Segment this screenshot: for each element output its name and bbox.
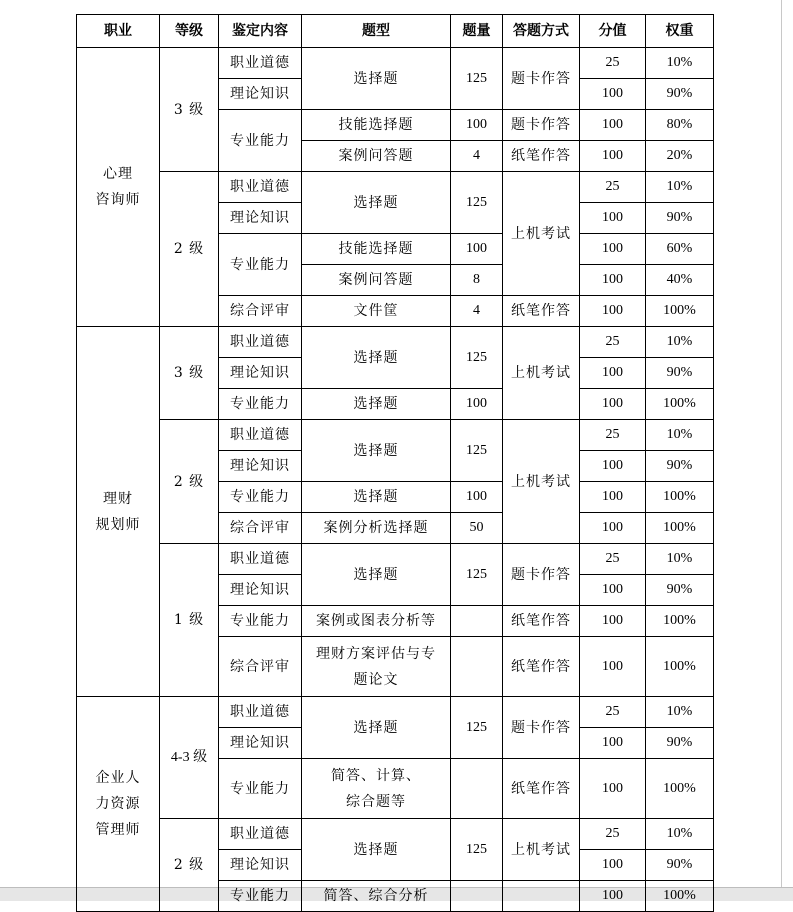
answer-method-cell: 纸笔作答 <box>503 637 580 697</box>
question-type-cell: 选择题 <box>302 389 451 420</box>
score-cell: 100 <box>580 850 646 881</box>
header-answer-method: 答题方式 <box>503 15 580 48</box>
score-cell: 25 <box>580 819 646 850</box>
occupation-cell: 心理 咨询师 <box>77 48 160 327</box>
quantity-cell: 50 <box>451 513 503 544</box>
question-type-cell: 理财方案评估与专 题论文 <box>302 637 451 697</box>
quantity-cell <box>451 881 503 912</box>
quantity-cell: 125 <box>451 48 503 110</box>
weight-cell: 10% <box>646 172 714 203</box>
quantity-cell: 4 <box>451 141 503 172</box>
content-cell: 理论知识 <box>219 358 302 389</box>
score-cell: 25 <box>580 544 646 575</box>
quantity-cell: 100 <box>451 110 503 141</box>
question-type-cell: 案例或图表分析等 <box>302 606 451 637</box>
answer-method-cell: 上机考试 <box>503 819 580 881</box>
table-row <box>77 327 714 358</box>
content-cell: 职业道德 <box>219 819 302 850</box>
weight-cell: 100% <box>646 759 714 819</box>
header-quantity: 题量 <box>451 15 503 48</box>
score-cell: 100 <box>580 265 646 296</box>
content-cell: 综合评审 <box>219 296 302 327</box>
answer-method-cell: 题卡作答 <box>503 48 580 110</box>
score-cell: 100 <box>580 482 646 513</box>
quantity-cell: 125 <box>451 819 503 881</box>
question-type-cell: 选择题 <box>302 327 451 389</box>
weight-cell: 90% <box>646 850 714 881</box>
score-cell: 100 <box>580 881 646 912</box>
score-cell: 100 <box>580 110 646 141</box>
weight-cell: 60% <box>646 234 714 265</box>
score-cell: 100 <box>580 358 646 389</box>
score-cell: 100 <box>580 451 646 482</box>
content-cell: 理论知识 <box>219 850 302 881</box>
quantity-cell: 125 <box>451 327 503 389</box>
content-cell: 职业道德 <box>219 544 302 575</box>
score-cell: 25 <box>580 172 646 203</box>
content-cell: 职业道德 <box>219 172 302 203</box>
quantity-cell: 125 <box>451 697 503 759</box>
score-cell: 100 <box>580 79 646 110</box>
answer-method-cell: 纸笔作答 <box>503 759 580 819</box>
weight-cell: 100% <box>646 606 714 637</box>
content-cell: 理论知识 <box>219 79 302 110</box>
quantity-cell <box>451 759 503 819</box>
score-cell: 100 <box>580 234 646 265</box>
level-cell: 3 级 <box>160 48 219 172</box>
level-cell: 2 级 <box>160 819 219 912</box>
weight-cell: 100% <box>646 881 714 912</box>
question-type-cell: 选择题 <box>302 482 451 513</box>
weight-cell: 90% <box>646 575 714 606</box>
occupation-cell: 企业人 力资源 管理师 <box>77 697 160 912</box>
level-cell: 3 级 <box>160 327 219 420</box>
question-type-cell: 文件筐 <box>302 296 451 327</box>
weight-cell: 10% <box>646 420 714 451</box>
weight-cell: 100% <box>646 389 714 420</box>
level-cell: 2 级 <box>160 172 219 327</box>
score-cell: 100 <box>580 141 646 172</box>
question-type-cell: 简答、计算、 综合题等 <box>302 759 451 819</box>
header-weight: 权重 <box>646 15 714 48</box>
content-cell: 专业能力 <box>219 234 302 296</box>
score-cell: 25 <box>580 697 646 728</box>
quantity-cell: 125 <box>451 172 503 234</box>
table-row <box>77 172 714 203</box>
weight-cell: 10% <box>646 697 714 728</box>
question-type-cell: 选择题 <box>302 420 451 482</box>
question-type-cell: 技能选择题 <box>302 110 451 141</box>
content-cell: 专业能力 <box>219 759 302 819</box>
answer-method-cell: 纸笔作答 <box>503 606 580 637</box>
content-cell: 理论知识 <box>219 451 302 482</box>
table-row <box>77 420 714 451</box>
content-cell: 职业道德 <box>219 697 302 728</box>
weight-cell: 90% <box>646 728 714 759</box>
content-cell: 职业道德 <box>219 48 302 79</box>
weight-cell: 40% <box>646 265 714 296</box>
score-cell: 100 <box>580 575 646 606</box>
exam-structure-table <box>76 14 714 912</box>
score-cell: 100 <box>580 759 646 819</box>
content-cell: 专业能力 <box>219 389 302 420</box>
answer-method-cell: 上机考试 <box>503 327 580 420</box>
content-cell: 综合评审 <box>219 513 302 544</box>
weight-cell: 100% <box>646 296 714 327</box>
answer-method-cell: 题卡作答 <box>503 544 580 606</box>
content-cell: 理论知识 <box>219 575 302 606</box>
weight-cell: 100% <box>646 513 714 544</box>
answer-method-cell: 上机考试 <box>503 420 580 544</box>
score-cell: 100 <box>580 203 646 234</box>
score-cell: 25 <box>580 327 646 358</box>
weight-cell: 90% <box>646 451 714 482</box>
score-cell: 25 <box>580 48 646 79</box>
content-cell: 理论知识 <box>219 728 302 759</box>
question-type-cell: 选择题 <box>302 172 451 234</box>
weight-cell: 10% <box>646 819 714 850</box>
score-cell: 100 <box>580 606 646 637</box>
weight-cell: 100% <box>646 637 714 697</box>
answer-method-cell: 纸笔作答 <box>503 296 580 327</box>
header-score: 分值 <box>580 15 646 48</box>
weight-cell: 100% <box>646 482 714 513</box>
answer-method-cell: 纸笔作答 <box>503 141 580 172</box>
table-row <box>77 697 714 728</box>
question-type-cell: 选择题 <box>302 819 451 881</box>
question-type-cell: 选择题 <box>302 48 451 110</box>
table-row <box>77 544 714 575</box>
content-cell: 专业能力 <box>219 110 302 172</box>
weight-cell: 80% <box>646 110 714 141</box>
header-occupation: 职业 <box>77 15 160 48</box>
content-cell: 理论知识 <box>219 203 302 234</box>
weight-cell: 10% <box>646 327 714 358</box>
weight-cell: 90% <box>646 358 714 389</box>
content-cell: 综合评审 <box>219 637 302 697</box>
question-type-cell: 案例问答题 <box>302 265 451 296</box>
content-cell: 职业道德 <box>219 327 302 358</box>
table-row <box>77 48 714 79</box>
weight-cell: 90% <box>646 203 714 234</box>
weight-cell: 20% <box>646 141 714 172</box>
weight-cell: 90% <box>646 79 714 110</box>
question-type-cell: 简答、综合分析 <box>302 881 451 912</box>
header-row <box>77 15 714 48</box>
quantity-cell: 4 <box>451 296 503 327</box>
content-cell: 专业能力 <box>219 606 302 637</box>
question-type-cell: 选择题 <box>302 697 451 759</box>
header-question-type: 题型 <box>302 15 451 48</box>
content-cell: 职业道德 <box>219 420 302 451</box>
level-cell: 1 级 <box>160 544 219 697</box>
question-type-cell: 选择题 <box>302 544 451 606</box>
score-cell: 100 <box>580 637 646 697</box>
question-type-cell: 技能选择题 <box>302 234 451 265</box>
score-cell: 100 <box>580 389 646 420</box>
question-type-cell: 案例问答题 <box>302 141 451 172</box>
content-cell: 专业能力 <box>219 881 302 912</box>
quantity-cell: 100 <box>451 482 503 513</box>
answer-method-cell: 上机考试 <box>503 172 580 296</box>
quantity-cell: 100 <box>451 389 503 420</box>
score-cell: 100 <box>580 296 646 327</box>
score-cell: 25 <box>580 420 646 451</box>
weight-cell: 10% <box>646 48 714 79</box>
header-level: 等级 <box>160 15 219 48</box>
score-cell: 100 <box>580 728 646 759</box>
page-edge-right <box>781 0 782 900</box>
answer-method-cell: 题卡作答 <box>503 697 580 759</box>
occupation-cell: 理财 规划师 <box>77 327 160 697</box>
score-cell: 100 <box>580 513 646 544</box>
quantity-cell <box>451 606 503 637</box>
quantity-cell: 125 <box>451 544 503 606</box>
content-cell: 专业能力 <box>219 482 302 513</box>
answer-method-cell <box>503 881 580 912</box>
header-content: 鉴定内容 <box>219 15 302 48</box>
quantity-cell <box>451 637 503 697</box>
level-cell: 2 级 <box>160 420 219 544</box>
weight-cell: 10% <box>646 544 714 575</box>
quantity-cell: 100 <box>451 234 503 265</box>
answer-method-cell: 题卡作答 <box>503 110 580 141</box>
quantity-cell: 8 <box>451 265 503 296</box>
level-cell: 4-3 级 <box>160 697 219 819</box>
quantity-cell: 125 <box>451 420 503 482</box>
question-type-cell: 案例分析选择题 <box>302 513 451 544</box>
table-row <box>77 819 714 850</box>
